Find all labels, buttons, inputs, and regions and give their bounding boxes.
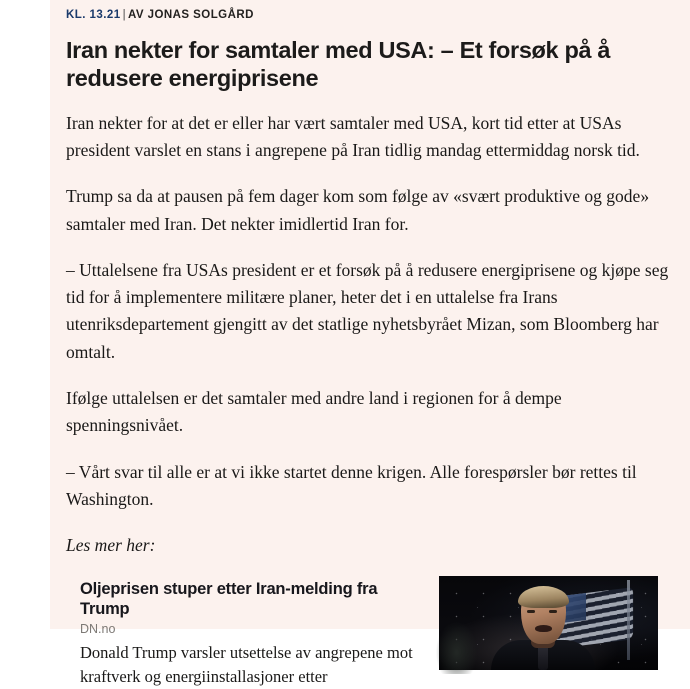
article-headline: Iran nekter for samtaler med USA: – Et forsøk på å redusere energiprisene [66, 36, 611, 92]
article-paragraph: – Uttalelsene fra USAs president er et forsøk på å redusere energiprisene og kjøpe seg tid for å implementere militære planer, heter det i en uttalelse fra Irans utenriksdepartement gjengitt av det statlige nyhetsbyrået Mizan, som Bloomberg har omtalt. [66, 259, 669, 362]
related-card-title[interactable]: Oljeprisen stuper etter Iran-melding fra Trump [80, 579, 378, 618]
figure-tie [538, 646, 548, 670]
figure-hair [518, 586, 569, 608]
read-more-label: Les mer her: [66, 535, 156, 556]
byline [66, 9, 678, 23]
related-card-text [80, 576, 425, 689]
thumbnail-person-figure [497, 584, 589, 670]
related-card-source: DN.no [80, 622, 116, 637]
article-paragraph: Ifølge uttalelsen er det samtaler med andre land i regionen for å dempe spenningsnivået. [66, 388, 562, 436]
article-inner [50, 0, 690, 689]
byline-timestamp: KL. 13.21 [66, 9, 121, 21]
related-card-description: Donald Trump varsler utsettelse av angrepene mot kraftverk og energiinstallasjoner etter [80, 642, 413, 686]
article-paragraph: – Vårt svar til alle er at vi ikke startet denne krigen. Alle forespørsler bør rettes til Washington. [66, 461, 637, 509]
thumbnail-tree-silhouette [435, 612, 483, 674]
figure-mouth [535, 625, 552, 632]
byline-author: AV JONAS SOLGÅRD [128, 9, 254, 21]
figure-eye-left [527, 610, 535, 613]
related-card-thumbnail[interactable] [439, 576, 658, 670]
related-card-layout [80, 576, 678, 689]
article-surface [50, 0, 690, 686]
figure-eye-right [549, 610, 557, 613]
article-paragraph: Iran nekter for at det er eller har vært samtaler med USA, kort tid etter at USAs president varslet en stans i angrepene på Iran tidlig mandag ettermiddag norsk tid. [66, 112, 640, 160]
related-article-card[interactable] [80, 576, 678, 689]
flag-pole [627, 580, 630, 660]
article-paragraph: Trump sa da at pausen på fem dager kom som følge av «svært produktive og gode» samtaler med Iran. Det nekter imidlertid Iran for. [66, 186, 650, 234]
byline-separator: | [122, 9, 126, 21]
